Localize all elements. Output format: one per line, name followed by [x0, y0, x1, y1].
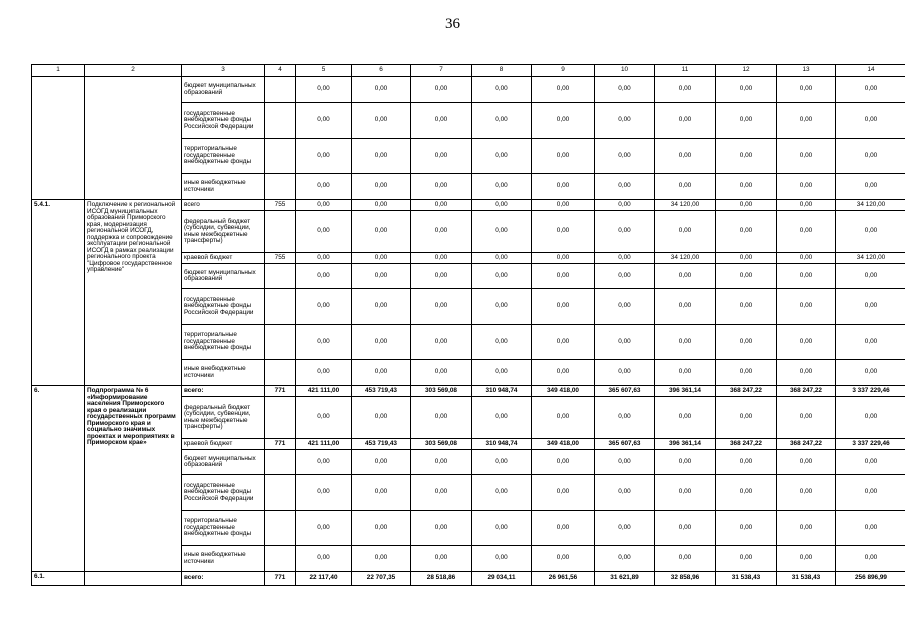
amount-cell: 0,00	[836, 546, 905, 572]
amount-cell: 0,00	[836, 174, 905, 200]
amount-cell: 0,00	[836, 397, 905, 439]
amount-cell: 0,00	[532, 360, 595, 386]
amount-cell: 0,00	[411, 211, 472, 253]
item-code: 6.1.	[32, 572, 85, 586]
amount-cell: 0,00	[595, 511, 655, 546]
amount-cell: 34 120,00	[655, 200, 716, 211]
funding-source: иные внебюджетные источники	[182, 174, 265, 200]
amount-cell: 0,00	[472, 397, 532, 439]
column-header: 7	[411, 65, 472, 77]
amount-cell: 0,00	[411, 77, 472, 103]
amount-cell: 0,00	[595, 264, 655, 289]
amount-cell: 0,00	[836, 450, 905, 475]
amount-cell: 0,00	[532, 397, 595, 439]
amount-cell: 0,00	[411, 450, 472, 475]
amount-cell: 0,00	[296, 103, 352, 139]
amount-cell: 396 361,14	[655, 386, 716, 397]
amount-cell: 303 569,08	[411, 439, 472, 450]
amount-cell: 0,00	[655, 211, 716, 253]
amount-cell: 0,00	[716, 200, 777, 211]
amount-cell: 0,00	[595, 103, 655, 139]
amount-cell: 0,00	[472, 325, 532, 360]
amount-cell: 0,00	[296, 360, 352, 386]
funding-source: всего:	[182, 572, 265, 586]
amount-cell: 0,00	[655, 139, 716, 174]
amount-cell: 0,00	[777, 397, 836, 439]
grbs-code	[265, 139, 296, 174]
amount-cell: 0,00	[352, 325, 411, 360]
amount-cell: 0,00	[411, 174, 472, 200]
column-header: 1	[32, 65, 85, 77]
amount-cell: 0,00	[472, 511, 532, 546]
amount-cell: 0,00	[532, 139, 595, 174]
funding-source: иные внебюджетные источники	[182, 360, 265, 386]
amount-cell: 0,00	[352, 200, 411, 211]
amount-cell: 0,00	[352, 77, 411, 103]
amount-cell: 0,00	[716, 450, 777, 475]
amount-cell: 0,00	[716, 511, 777, 546]
amount-cell: 303 569,08	[411, 386, 472, 397]
amount-cell: 0,00	[836, 325, 905, 360]
amount-cell: 0,00	[777, 546, 836, 572]
table-row	[32, 200, 905, 211]
amount-cell: 0,00	[655, 450, 716, 475]
amount-cell: 0,00	[655, 546, 716, 572]
amount-cell: 0,00	[716, 546, 777, 572]
amount-cell: 0,00	[595, 397, 655, 439]
amount-cell: 421 111,00	[296, 439, 352, 450]
amount-cell: 0,00	[595, 475, 655, 511]
amount-cell: 0,00	[296, 511, 352, 546]
grbs-code: 755	[265, 200, 296, 211]
amount-cell: 3 337 229,46	[836, 386, 905, 397]
amount-cell: 0,00	[411, 546, 472, 572]
grbs-code: 771	[265, 572, 296, 586]
amount-cell: 0,00	[296, 475, 352, 511]
amount-cell: 0,00	[411, 103, 472, 139]
amount-cell: 0,00	[716, 289, 777, 325]
amount-cell: 3 337 229,46	[836, 439, 905, 450]
amount-cell: 0,00	[472, 546, 532, 572]
amount-cell: 22 117,40	[296, 572, 352, 586]
amount-cell: 0,00	[352, 264, 411, 289]
amount-cell: 0,00	[655, 511, 716, 546]
funding-source: всего	[182, 200, 265, 211]
amount-cell: 0,00	[411, 360, 472, 386]
amount-cell: 0,00	[836, 511, 905, 546]
amount-cell: 0,00	[472, 475, 532, 511]
amount-cell: 22 707,35	[352, 572, 411, 586]
amount-cell: 0,00	[777, 174, 836, 200]
amount-cell: 0,00	[777, 200, 836, 211]
table-row	[32, 572, 905, 586]
amount-cell: 0,00	[532, 211, 595, 253]
grbs-code	[265, 211, 296, 253]
amount-cell: 0,00	[352, 546, 411, 572]
amount-cell: 0,00	[296, 139, 352, 174]
column-header: 3	[182, 65, 265, 77]
amount-cell: 0,00	[352, 475, 411, 511]
amount-cell: 0,00	[595, 174, 655, 200]
amount-cell: 0,00	[532, 264, 595, 289]
amount-cell: 0,00	[777, 253, 836, 264]
column-header: 9	[532, 65, 595, 77]
grbs-code	[265, 475, 296, 511]
grbs-code	[265, 77, 296, 103]
funding-source: бюджет муниципальных образований	[182, 450, 265, 475]
amount-cell: 0,00	[595, 546, 655, 572]
grbs-code	[265, 174, 296, 200]
column-number-row	[32, 65, 905, 77]
amount-cell: 453 719,43	[352, 439, 411, 450]
amount-cell: 26 961,56	[532, 572, 595, 586]
grbs-code	[265, 103, 296, 139]
amount-cell: 0,00	[296, 174, 352, 200]
grbs-code: 755	[265, 253, 296, 264]
amount-cell: 0,00	[655, 103, 716, 139]
amount-cell: 0,00	[836, 211, 905, 253]
funding-source: иные внебюджетные источники	[182, 546, 265, 572]
amount-cell: 0,00	[352, 174, 411, 200]
amount-cell: 365 607,63	[595, 439, 655, 450]
amount-cell: 0,00	[777, 77, 836, 103]
amount-cell: 0,00	[595, 360, 655, 386]
grbs-code	[265, 546, 296, 572]
amount-cell: 0,00	[352, 139, 411, 174]
amount-cell: 31 538,43	[777, 572, 836, 586]
amount-cell: 0,00	[532, 253, 595, 264]
amount-cell: 0,00	[296, 77, 352, 103]
table-row	[32, 77, 905, 103]
amount-cell: 0,00	[777, 450, 836, 475]
amount-cell: 0,00	[411, 264, 472, 289]
funding-source: краевой бюджет	[182, 439, 265, 450]
amount-cell: 0,00	[595, 289, 655, 325]
amount-cell: 0,00	[716, 174, 777, 200]
amount-cell: 34 120,00	[836, 253, 905, 264]
amount-cell: 0,00	[352, 397, 411, 439]
amount-cell: 0,00	[595, 325, 655, 360]
budget-table	[31, 64, 905, 586]
amount-cell: 0,00	[472, 264, 532, 289]
amount-cell: 349 418,00	[532, 386, 595, 397]
amount-cell: 0,00	[296, 211, 352, 253]
amount-cell: 0,00	[296, 546, 352, 572]
grbs-code	[265, 397, 296, 439]
amount-cell: 0,00	[836, 264, 905, 289]
amount-cell: 0,00	[716, 360, 777, 386]
amount-cell: 0,00	[296, 397, 352, 439]
amount-cell: 0,00	[296, 264, 352, 289]
amount-cell: 0,00	[655, 174, 716, 200]
table-row	[32, 386, 905, 397]
amount-cell: 0,00	[716, 77, 777, 103]
column-header: 11	[655, 65, 716, 77]
amount-cell: 368 247,22	[777, 439, 836, 450]
funding-source: бюджет муниципальных образований	[182, 77, 265, 103]
amount-cell: 31 538,43	[716, 572, 777, 586]
amount-cell: 0,00	[777, 264, 836, 289]
amount-cell: 0,00	[716, 211, 777, 253]
grbs-code	[265, 289, 296, 325]
amount-cell: 0,00	[352, 103, 411, 139]
column-header: 10	[595, 65, 655, 77]
amount-cell: 0,00	[532, 289, 595, 325]
amount-cell: 256 896,99	[836, 572, 905, 586]
amount-cell: 0,00	[777, 289, 836, 325]
item-name: Подпрограмма № 6 «Информирование населения Приморского края о реализации государственных программ Приморского края и социально значимых проектах и мероприятиях в Приморском крае»	[85, 386, 182, 572]
amount-cell: 0,00	[716, 325, 777, 360]
amount-cell: 0,00	[836, 139, 905, 174]
item-name: Подключение к региональной ИСОГД муниципальных образований Приморского края, модернизация региональной ИСОГД, поддержка и сопровождение эксплуатации региональной ИСОГД в рамках реализации регионального проекта "Цифровое государственное управление"	[85, 200, 182, 386]
grbs-code	[265, 325, 296, 360]
amount-cell: 0,00	[472, 174, 532, 200]
amount-cell: 0,00	[532, 200, 595, 211]
amount-cell: 0,00	[352, 211, 411, 253]
funding-source: территориальные государственные внебюджетные фонды	[182, 325, 265, 360]
amount-cell: 0,00	[352, 450, 411, 475]
amount-cell: 0,00	[532, 450, 595, 475]
amount-cell: 0,00	[777, 360, 836, 386]
amount-cell: 365 607,63	[595, 386, 655, 397]
amount-cell: 0,00	[472, 77, 532, 103]
amount-cell: 0,00	[472, 289, 532, 325]
amount-cell: 0,00	[655, 360, 716, 386]
amount-cell: 0,00	[777, 139, 836, 174]
amount-cell: 0,00	[472, 211, 532, 253]
amount-cell: 0,00	[595, 200, 655, 211]
grbs-code	[265, 264, 296, 289]
amount-cell: 0,00	[777, 325, 836, 360]
amount-cell: 31 621,89	[595, 572, 655, 586]
item-code: 6.	[32, 386, 85, 572]
amount-cell: 0,00	[655, 77, 716, 103]
column-header: 6	[352, 65, 411, 77]
item-name	[85, 572, 182, 586]
amount-cell: 0,00	[716, 397, 777, 439]
amount-cell: 0,00	[296, 289, 352, 325]
amount-cell: 0,00	[296, 450, 352, 475]
amount-cell: 29 034,11	[472, 572, 532, 586]
amount-cell: 0,00	[532, 103, 595, 139]
column-header: 13	[777, 65, 836, 77]
amount-cell: 0,00	[532, 174, 595, 200]
amount-cell: 28 518,86	[411, 572, 472, 586]
amount-cell: 0,00	[716, 475, 777, 511]
amount-cell: 0,00	[472, 139, 532, 174]
amount-cell: 0,00	[595, 450, 655, 475]
column-header: 4	[265, 65, 296, 77]
amount-cell: 0,00	[532, 77, 595, 103]
grbs-code: 771	[265, 386, 296, 397]
amount-cell: 0,00	[472, 253, 532, 264]
column-header: 8	[472, 65, 532, 77]
amount-cell: 0,00	[411, 289, 472, 325]
amount-cell: 0,00	[411, 253, 472, 264]
amount-cell: 34 120,00	[836, 200, 905, 211]
amount-cell: 0,00	[655, 289, 716, 325]
amount-cell: 0,00	[716, 264, 777, 289]
amount-cell: 396 361,14	[655, 439, 716, 450]
grbs-code: 771	[265, 439, 296, 450]
amount-cell: 310 948,74	[472, 386, 532, 397]
column-header: 2	[85, 65, 182, 77]
amount-cell: 0,00	[352, 253, 411, 264]
amount-cell: 0,00	[595, 139, 655, 174]
funding-source: бюджет муниципальных образований	[182, 264, 265, 289]
funding-source: государственные внебюджетные фонды Российской Федерации	[182, 103, 265, 139]
funding-source: территориальные государственные внебюджетные фонды	[182, 511, 265, 546]
column-header: 5	[296, 65, 352, 77]
item-code	[32, 77, 85, 200]
amount-cell: 0,00	[716, 253, 777, 264]
amount-cell: 0,00	[777, 475, 836, 511]
amount-cell: 0,00	[655, 475, 716, 511]
amount-cell: 0,00	[296, 253, 352, 264]
column-header: 12	[716, 65, 777, 77]
amount-cell: 0,00	[655, 325, 716, 360]
amount-cell: 0,00	[777, 103, 836, 139]
amount-cell: 0,00	[716, 139, 777, 174]
funding-source: государственные внебюджетные фонды Российской Федерации	[182, 289, 265, 325]
amount-cell: 0,00	[836, 103, 905, 139]
amount-cell: 0,00	[655, 397, 716, 439]
amount-cell: 0,00	[472, 200, 532, 211]
amount-cell: 0,00	[836, 77, 905, 103]
amount-cell: 0,00	[296, 200, 352, 211]
funding-source: всего:	[182, 386, 265, 397]
amount-cell: 0,00	[411, 200, 472, 211]
grbs-code	[265, 511, 296, 546]
page-number: 36	[445, 16, 460, 32]
funding-source: территориальные государственные внебюджетные фонды	[182, 139, 265, 174]
amount-cell: 0,00	[595, 211, 655, 253]
amount-cell: 453 719,43	[352, 386, 411, 397]
amount-cell: 310 948,74	[472, 439, 532, 450]
amount-cell: 0,00	[655, 264, 716, 289]
funding-source: федеральный бюджет (субсидии, субвенции, иные межбюджетные трансферты)	[182, 397, 265, 439]
funding-source: федеральный бюджет (субсидии, субвенции, иные межбюджетные трансферты)	[182, 211, 265, 253]
amount-cell: 349 418,00	[532, 439, 595, 450]
amount-cell: 0,00	[352, 511, 411, 546]
amount-cell: 0,00	[472, 103, 532, 139]
amount-cell: 0,00	[411, 139, 472, 174]
amount-cell: 0,00	[777, 211, 836, 253]
amount-cell: 0,00	[595, 77, 655, 103]
amount-cell: 0,00	[472, 360, 532, 386]
amount-cell: 0,00	[472, 450, 532, 475]
amount-cell: 0,00	[532, 511, 595, 546]
grbs-code	[265, 360, 296, 386]
amount-cell: 0,00	[836, 475, 905, 511]
amount-cell: 0,00	[411, 511, 472, 546]
amount-cell: 368 247,22	[777, 386, 836, 397]
amount-cell: 0,00	[595, 253, 655, 264]
item-code: 5.4.1.	[32, 200, 85, 386]
amount-cell: 32 858,96	[655, 572, 716, 586]
amount-cell: 0,00	[836, 289, 905, 325]
amount-cell: 0,00	[836, 360, 905, 386]
funding-source: государственные внебюджетные фонды Российской Федерации	[182, 475, 265, 511]
amount-cell: 0,00	[411, 397, 472, 439]
amount-cell: 0,00	[352, 360, 411, 386]
amount-cell: 368 247,22	[716, 439, 777, 450]
amount-cell: 0,00	[411, 475, 472, 511]
amount-cell: 0,00	[716, 103, 777, 139]
grbs-code	[265, 450, 296, 475]
amount-cell: 0,00	[352, 289, 411, 325]
amount-cell: 0,00	[532, 475, 595, 511]
amount-cell: 0,00	[532, 325, 595, 360]
amount-cell: 0,00	[296, 325, 352, 360]
column-header: 14	[836, 65, 905, 77]
amount-cell: 0,00	[411, 325, 472, 360]
amount-cell: 34 120,00	[655, 253, 716, 264]
amount-cell: 421 111,00	[296, 386, 352, 397]
amount-cell: 0,00	[777, 511, 836, 546]
amount-cell: 368 247,22	[716, 386, 777, 397]
item-name	[85, 77, 182, 200]
amount-cell: 0,00	[532, 546, 595, 572]
funding-source: краевой бюджет	[182, 253, 265, 264]
